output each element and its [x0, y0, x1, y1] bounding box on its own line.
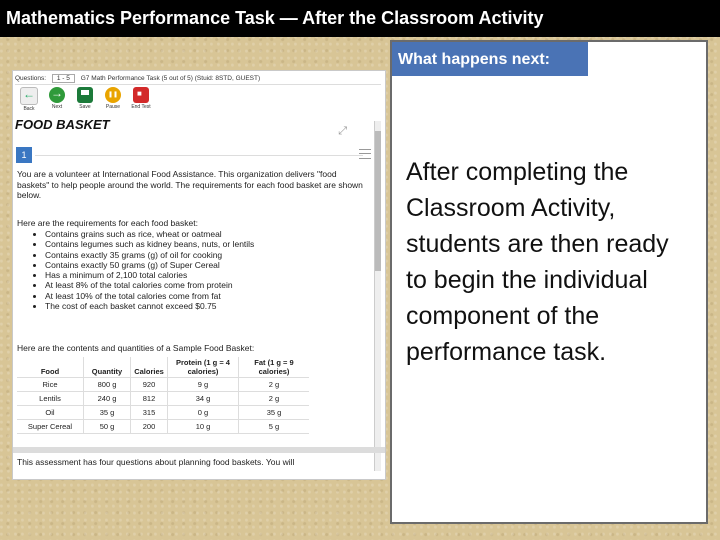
tool-buttons [17, 87, 153, 117]
table-header-row [17, 357, 309, 378]
task-screenshot [12, 70, 386, 480]
table-cell: 0 g [168, 406, 239, 420]
next-button[interactable]: → Next [45, 87, 69, 117]
contents-title: Here are the contents and quantities of a Sample Food Basket: [17, 343, 255, 353]
panel-text: After completing the Classroom Activity, students are then ready to begin the individual component of the performance task. [406, 158, 669, 366]
panel-heading: What happens next: [392, 42, 588, 76]
table-cell: Super Cereal [17, 420, 84, 434]
scrollbar-thumb[interactable] [375, 131, 381, 271]
pause-icon [105, 87, 121, 103]
requirements-title: Here are the requirements for each food basket: [17, 218, 198, 228]
table-row [17, 392, 309, 406]
food-table [17, 357, 309, 434]
list-item: • Contains exactly 35 grams (g) of oil for cooking [45, 250, 254, 260]
slide-title: Mathematics Performance Task — After the Classroom Activity [0, 0, 720, 37]
table-cell: 800 g [84, 378, 131, 392]
column-header: Protein (1 g = 4 calories) [168, 357, 239, 378]
list-item: • Contains exactly 50 grams (g) of Super Cereal [45, 260, 254, 270]
table-cell: Oil [17, 406, 84, 420]
list-item: • The cost of each basket cannot exceed $0.75 [45, 301, 254, 311]
table-cell: 50 g [84, 420, 131, 434]
column-header: Fat (1 g = 9 calories) [239, 357, 310, 378]
list-item: • Has a minimum of 2,100 total calories [45, 270, 254, 280]
table-cell: 9 g [168, 378, 239, 392]
task-info: G7 Math Performance Task (5 out of 5) (Stuid: 8STD, GUEST) [80, 75, 261, 82]
list-item: • At least 10% of the total calories come from fat [45, 291, 254, 301]
table-row [17, 378, 309, 392]
questions-select[interactable]: 1 - 5 [52, 74, 75, 83]
table-cell: 35 g [239, 406, 310, 420]
table-cell: 240 g [84, 392, 131, 406]
end-test-button[interactable]: ■ End Test [129, 87, 153, 117]
table-cell: 812 [131, 392, 168, 406]
next-arrow-icon [49, 87, 65, 103]
table-cell: Lentils [17, 392, 84, 406]
expand-icon[interactable]: ⤢ [338, 125, 347, 137]
table-cell: 35 g [84, 406, 131, 420]
test-toolbar [15, 74, 381, 85]
table-cell: 34 g [168, 392, 239, 406]
divider [35, 155, 363, 156]
list-item: • At least 8% of the total calories come from protein [45, 280, 254, 290]
stop-icon [133, 87, 149, 103]
column-header: Calories [131, 357, 168, 378]
requirements-list [33, 229, 254, 311]
menu-icon[interactable] [359, 149, 371, 159]
column-header: Food [17, 357, 84, 378]
table-cell: 2 g [239, 378, 310, 392]
question-number: 1 [16, 147, 32, 163]
back-arrow-icon [20, 87, 38, 105]
next-steps-panel [390, 40, 708, 524]
list-item: • Contains grains such as rice, wheat or oatmeal [45, 229, 254, 239]
divider [13, 447, 385, 453]
back-button[interactable]: ← Back [17, 87, 41, 117]
scrollbar[interactable] [374, 121, 381, 471]
table-cell: 315 [131, 406, 168, 420]
table-cell: 200 [131, 420, 168, 434]
table-cell: 2 g [239, 392, 310, 406]
pause-button[interactable]: ❚❚ Pause [101, 87, 125, 117]
list-item: • Contains legumes such as kidney beans, nuts, or lentils [45, 239, 254, 249]
table-cell: Rice [17, 378, 84, 392]
questions-label: Questions: [15, 75, 47, 82]
save-button[interactable]: Save [73, 87, 97, 117]
column-header: Quantity [84, 357, 131, 378]
table-row [17, 420, 309, 434]
assessment-text: This assessment has four questions about planning food baskets. You will [17, 457, 295, 467]
table-cell: 10 g [168, 420, 239, 434]
save-icon [77, 87, 93, 103]
table-row [17, 406, 309, 420]
table-cell: 920 [131, 378, 168, 392]
intro-text: You are a volunteer at International Food Assistance. This organization delivers "food baskets" to help people around the world. The requirements for each food basket are shown below. [17, 169, 363, 200]
table-cell: 5 g [239, 420, 310, 434]
food-basket-heading: FOOD BASKET [15, 117, 110, 132]
